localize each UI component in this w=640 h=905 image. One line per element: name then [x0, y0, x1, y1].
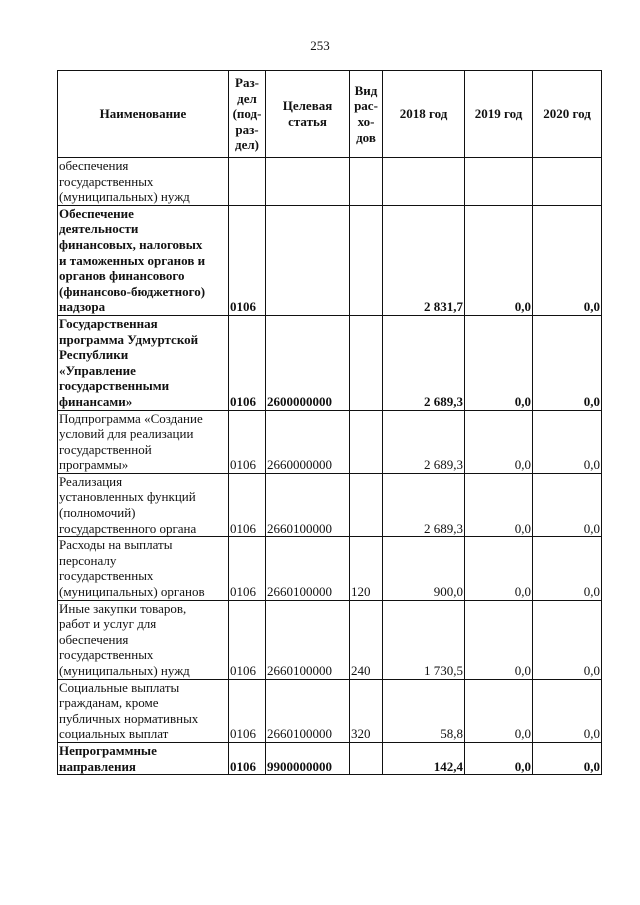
table-row [58, 410, 602, 473]
cell-name: Социальные выплаты гражданам, кроме публичных нормативных социальных выплат [58, 679, 229, 742]
cell-target: 2660100000 [266, 537, 350, 600]
cell-name: Государственная программа Удмуртской Республики «Управление государственными финансами» [58, 315, 229, 410]
table-row [58, 600, 602, 679]
table-row [58, 473, 602, 536]
cell-y2019: 0,0 [465, 679, 533, 742]
header-2020: 2020 год [533, 71, 602, 158]
cell-y2020: 0,0 [533, 537, 602, 600]
header-target: Целевая статья [266, 71, 350, 158]
cell-target: 2660100000 [266, 473, 350, 536]
budget-table [57, 70, 602, 775]
cell-y2018: 2 689,3 [383, 473, 465, 536]
table-header-row [58, 71, 602, 158]
cell-target: 9900000000 [266, 742, 350, 774]
cell-y2020: 0,0 [533, 315, 602, 410]
cell-y2018: 1 730,5 [383, 600, 465, 679]
cell-y2018: 900,0 [383, 537, 465, 600]
table-row [58, 679, 602, 742]
header-section: Раз- дел (под- раз- дел) [229, 71, 266, 158]
cell-y2019 [465, 158, 533, 206]
cell-y2018: 58,8 [383, 679, 465, 742]
cell-y2020: 0,0 [533, 600, 602, 679]
cell-section: 0106 [229, 679, 266, 742]
cell-y2019: 0,0 [465, 537, 533, 600]
table-body [58, 158, 602, 775]
cell-y2018: 2 689,3 [383, 410, 465, 473]
table-row [58, 205, 602, 315]
cell-target: 2660100000 [266, 679, 350, 742]
table-row [58, 537, 602, 600]
table-row [58, 158, 602, 206]
cell-target: 2600000000 [266, 315, 350, 410]
cell-name: Расходы на выплаты персоналу государственных (муниципальных) органов [58, 537, 229, 600]
cell-y2020: 0,0 [533, 205, 602, 315]
cell-name: Непрограммные направления [58, 742, 229, 774]
table-row [58, 742, 602, 774]
page-number: 253 [310, 38, 330, 53]
cell-section: 0106 [229, 315, 266, 410]
cell-type [350, 742, 383, 774]
header-name: Наименование [58, 71, 229, 158]
cell-y2020: 0,0 [533, 679, 602, 742]
cell-y2018: 142,4 [383, 742, 465, 774]
cell-target: 2660100000 [266, 600, 350, 679]
cell-target [266, 158, 350, 206]
cell-y2019: 0,0 [465, 315, 533, 410]
cell-section: 0106 [229, 205, 266, 315]
cell-y2019: 0,0 [465, 410, 533, 473]
cell-name: Иные закупки товаров, работ и услуг для обеспечения государственных (муниципальных) нужд [58, 600, 229, 679]
cell-name: обеспечения государственных (муниципальных) нужд [58, 158, 229, 206]
cell-name: Обеспечение деятельности финансовых, налоговых и таможенных органов и органов финансового (финансово-бюджетного) надзора [58, 205, 229, 315]
cell-y2019: 0,0 [465, 473, 533, 536]
cell-type [350, 315, 383, 410]
cell-type [350, 410, 383, 473]
cell-type [350, 205, 383, 315]
cell-type [350, 473, 383, 536]
cell-target: 2660000000 [266, 410, 350, 473]
cell-type: 120 [350, 537, 383, 600]
cell-section [229, 158, 266, 206]
cell-target [266, 205, 350, 315]
cell-y2019: 0,0 [465, 742, 533, 774]
header-2019: 2019 год [465, 71, 533, 158]
cell-y2020: 0,0 [533, 742, 602, 774]
cell-type: 240 [350, 600, 383, 679]
cell-y2019: 0,0 [465, 205, 533, 315]
table-row [58, 315, 602, 410]
cell-section: 0106 [229, 473, 266, 536]
cell-section: 0106 [229, 410, 266, 473]
cell-name: Подпрограмма «Создание условий для реализации государственной программы» [58, 410, 229, 473]
header-2018: 2018 год [383, 71, 465, 158]
cell-type: 320 [350, 679, 383, 742]
cell-section: 0106 [229, 600, 266, 679]
cell-y2020 [533, 158, 602, 206]
cell-y2018: 2 689,3 [383, 315, 465, 410]
cell-y2018: 2 831,7 [383, 205, 465, 315]
cell-name: Реализация установленных функций (полномочий) государственного органа [58, 473, 229, 536]
cell-y2019: 0,0 [465, 600, 533, 679]
cell-y2018 [383, 158, 465, 206]
header-type: Вид рас- хо- дов [350, 71, 383, 158]
cell-type [350, 158, 383, 206]
cell-section: 0106 [229, 742, 266, 774]
cell-y2020: 0,0 [533, 410, 602, 473]
cell-y2020: 0,0 [533, 473, 602, 536]
cell-section: 0106 [229, 537, 266, 600]
